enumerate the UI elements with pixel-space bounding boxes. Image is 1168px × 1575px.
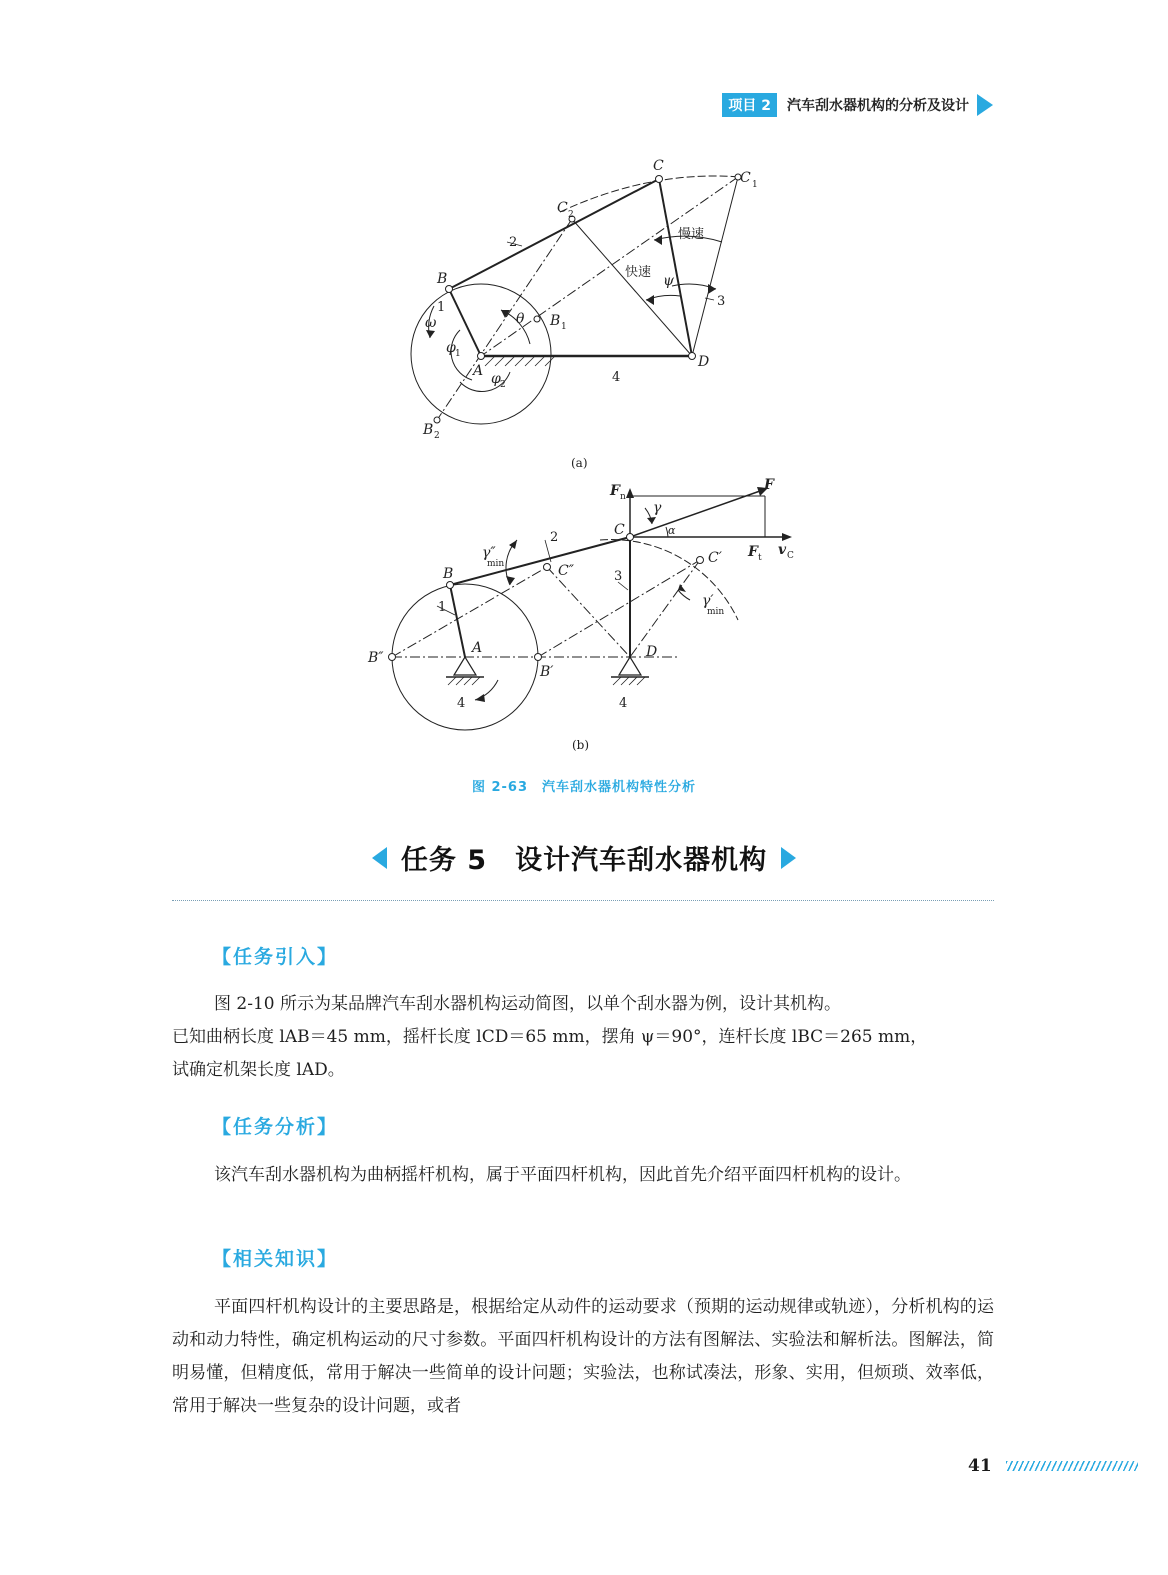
fig-b-label-gmin-prime-sub: min (707, 607, 725, 617)
intro-line-2: 已知曲柄长度 lAB＝45 mm，摇杆长度 lCD＝65 mm，摆角 ψ＝90°，连杆长度 lBC＝265 mm， (172, 1027, 928, 1047)
knowledge-text: 平面四杆机构设计的主要思路是，根据给定从动件的运动要求（预期的运动规律或轨迹），分析机构的运动和动力特性，确定机构运动的尺寸参数。平面四杆机构设计的方法有图解法、实验法和解析法。图解法，简明易懂，但精度低，常用于解决一些简单的设计问题；实验法，也称试凑法，形象、实用，但烦琐、效率低，常用于解决一些复杂的设计问题，或者 (172, 1297, 994, 1416)
fig-b-label-gamma: γ (653, 500, 662, 516)
fig-a-label-B2-sub: 2 (434, 431, 440, 441)
fig-b-label-B-dprime: B″ (368, 650, 384, 666)
fig-a-label-B: B (437, 271, 448, 287)
fig-b-label-Ft-sub: t (758, 553, 762, 563)
fig-a-link-2: 2 (509, 235, 518, 250)
fig-a-caption: (a) (571, 456, 588, 470)
fig-b-label-D: D (646, 644, 658, 660)
fig-b-label-vc-sub: C (787, 551, 794, 561)
fig-b-label-B: B (443, 566, 454, 582)
fig-b-label-alpha: α (668, 524, 676, 537)
fig-a-label-phi1: φ (446, 340, 456, 356)
fig-a-label-C: C (653, 158, 664, 174)
fig-b-caption: (b) (572, 738, 590, 752)
figure-a (0, 0, 1168, 480)
fig-b-label-B-prime: B′ (540, 664, 554, 680)
task-title (0, 838, 1168, 877)
intro-line-3: 试确定机架长度 lAD。 (172, 1060, 345, 1080)
fig-b-link-3: 3 (614, 569, 623, 584)
fig-a-fast-label: 快速 (625, 265, 652, 280)
intro-paragraph (172, 988, 994, 1087)
section-heading-intro: 【任务引入】 (212, 946, 339, 968)
section-heading-knowledge: 【相关知识】 (212, 1248, 339, 1270)
fig-a-label-phi2: φ (491, 371, 501, 387)
fig-b-label-vc: v (778, 542, 787, 558)
fig-b-link-2: 2 (550, 530, 559, 545)
intro-line-1: 图 2-10 所示为某品牌汽车刮水器机构运动简图，以单个刮水器为例，设计其机构。 (214, 994, 841, 1014)
page-number: 41 (968, 1456, 992, 1476)
left-arrow-icon (372, 847, 387, 869)
fig-b-link-4a: 4 (457, 696, 466, 711)
knowledge-paragraph (172, 1291, 994, 1423)
fig-a-label-C2: C (557, 200, 568, 216)
fig-a-label-C1: C (740, 170, 751, 186)
fig-b-label-gmin-dprime-sub: min (487, 559, 505, 569)
footer-hatch-decoration (1006, 1461, 1138, 1471)
fig-a-label-B1-sub: 1 (561, 322, 567, 332)
fig-b-label-gmin-dprime: γ″ (482, 545, 496, 561)
analysis-text: 该汽车刮水器机构为曲柄摇杆机构，属于平面四杆机构，因此首先介绍平面四杆机构的设计。 (214, 1165, 911, 1185)
fig-b-label-Fn: F (610, 483, 620, 499)
fig-b-link-4b: 4 (619, 696, 628, 711)
figure-caption: 图 2-63 汽车刮水器机构特性分析 (471, 780, 697, 795)
header-title: 汽车刮水器机构的分析及设计 (787, 98, 969, 114)
project-badge: 项目 2 (722, 93, 777, 117)
fig-b-label-A: A (472, 640, 483, 656)
fig-b-label-gmin-prime: γ′ (702, 593, 714, 609)
page-footer (968, 1456, 1138, 1476)
fig-a-label-C1-sub: 1 (752, 180, 758, 190)
fig-b-link-1: 1 (438, 600, 447, 615)
fig-b-label-C: C (614, 522, 625, 538)
fig-b-label-C-dprime: C″ (558, 563, 574, 579)
fig-a-slow-label: 慢速 (678, 227, 705, 242)
fig-a-label-A: A (473, 363, 484, 379)
fig-b-label-C-prime: C′ (708, 550, 722, 566)
fig-a-link-4: 4 (612, 370, 621, 385)
fig-a-label-B1: B (550, 313, 561, 329)
fig-a-link-1: 1 (437, 300, 446, 315)
fig-a-label-psi: ψ (663, 273, 674, 289)
fig-a-label-phi1-sub: 1 (455, 349, 461, 359)
right-arrow-icon (781, 847, 796, 869)
fig-a-link-3: 3 (717, 294, 726, 309)
figure-b (0, 470, 1168, 760)
fig-a-label-B2: B (423, 422, 434, 438)
task-title-text: 任务 5 设计汽车刮水器机构 (400, 845, 768, 876)
fig-a-label-theta: θ (516, 311, 525, 327)
fig-a-label-phi2-sub: 2 (500, 380, 506, 390)
fig-b-label-Fn-sub: n (620, 492, 626, 502)
fig-b-label-F: F (764, 477, 774, 493)
divider (172, 900, 994, 901)
section-heading-analysis: 【任务分析】 (212, 1116, 339, 1138)
fig-a-label-omega: ω (425, 315, 437, 331)
fig-a-label-C2-sub: 2 (568, 210, 574, 220)
analysis-paragraph (172, 1159, 994, 1192)
fig-a-label-D: D (698, 354, 710, 370)
fig-b-label-Ft: F (748, 544, 758, 560)
